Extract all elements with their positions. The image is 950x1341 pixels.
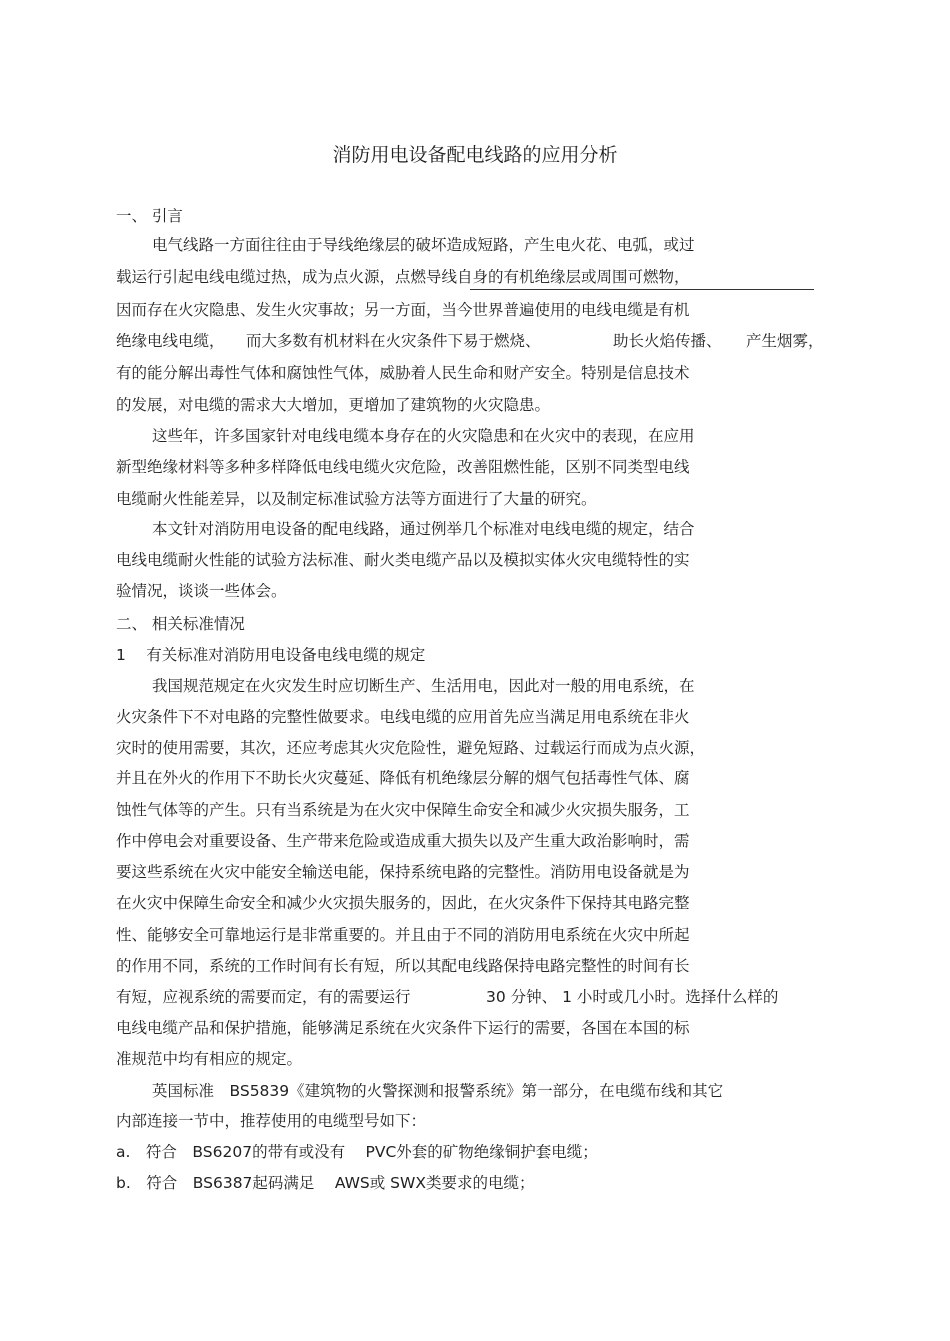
paragraph-line: 蚀性气体等的产生。只有当系统是为在火灾中保障生命安全和减少火灾损失服务，工 (116, 801, 690, 819)
paragraph-line: 灾时的使用需要，其次，还应考虑其火灾危险性，避免短路、过载运行而成为点火源， (116, 739, 706, 757)
paragraph-line: 我国规范规定在火灾发生时应切断生产、生活用电，因此对一般的用电系统，在 (152, 677, 695, 695)
section-heading-standards: 二、 相关标准情况 (116, 615, 245, 633)
paragraph-line: 的作用不同，系统的工作时间有长有短，所以其配电线路保持电路完整性的时间有长 (116, 957, 690, 975)
paragraph-line: 电线电缆耐火性能的试验方法标准、耐火类电缆产品以及模拟实体火灾电缆特性的实 (116, 551, 690, 569)
paragraph-line: 验情况，谈谈一些体会。 (116, 582, 287, 600)
paragraph-line: 电线电缆产品和保护措施，能够满足系统在火灾条件下运行的需要，各国在本国的标 (116, 1019, 690, 1037)
paragraph-line-fragment: 而大多数有机材料在火灾条件下易于燃烧、 (246, 332, 541, 350)
paragraph-line: 的发展，对电缆的需求大大增加，更增加了建筑物的火灾隐患。 (116, 396, 551, 414)
section-heading-introduction: 一、 引言 (116, 207, 183, 225)
paragraph-line: 英国标准 BS5839《建筑物的火警探测和报警系统》第一部分，在电缆布线和其它 (152, 1082, 724, 1100)
paragraph-line-fragment: 产生烟雾， (746, 332, 824, 350)
paragraph-line: 因而存在火灾隐患、发生火灾事故；另一方面，当今世界普遍使用的电线电缆是有机 (116, 301, 690, 319)
paragraph-line: 本文针对消防用电设备的配电线路，通过例举几个标准对电线电缆的规定，结合 (152, 520, 695, 538)
paragraph-line: 火灾条件下不对电路的完整性做要求。电线电缆的应用首先应当满足用电系统在非火 (116, 708, 690, 726)
paragraph-line: 电气线路一方面往往由于导线绝缘层的破坏造成短路，产生电火花、电弧，或过 (152, 236, 695, 254)
paragraph-line: 内部连接一节中，推荐使用的电缆型号如下： (116, 1112, 427, 1130)
paragraph-line: 这些年，许多国家针对电线电缆本身存在的火灾隐患和在火灾中的表现，在应用 (152, 427, 695, 445)
paragraph-line: 并且在外火的作用下不助长火灾蔓延、降低有机绝缘层分解的烟气包括毒性气体、腐 (116, 769, 690, 787)
paragraph-line: 性、能够安全可靠地运行是非常重要的。并且由于不同的消防用电系统在火灾中所起 (116, 926, 690, 944)
paragraph-line: 电缆耐火性能差异，以及制定标准试验方法等方面进行了大量的研究。 (116, 490, 597, 508)
paragraph-line: 在火灾中保障生命安全和减少火灾损失服务的，因此，在火灾条件下保持其电路完整 (116, 894, 690, 912)
paragraph-line: 准规范中均有相应的规定。 (116, 1050, 303, 1068)
paragraph-line-fragment: 助长火焰传播、 (613, 332, 722, 350)
paragraph-line: 要这些系统在火灾中能安全输送电能，保持系统电路的完整性。消防用电设备就是为 (116, 863, 690, 881)
paragraph-line-fragment: 有短，应视系统的需要而定，有的需要运行 (116, 988, 411, 1006)
subsection-heading: 1 有关标准对消防用电设备电线电缆的规定 (116, 646, 426, 664)
paragraph-line: 作中停电会对重要设备、生产带来危险或造成重大损失以及产生重大政治影响时，需 (116, 832, 690, 850)
underline-mark (470, 289, 814, 290)
paragraph-line: 新型绝缘材料等多种多样降低电线电缆火灾危险，改善阻燃性能，区别不同类型电线 (116, 458, 690, 476)
list-item: b. 符合 BS6387起码满足 AWS或 SWX类要求的电缆； (116, 1174, 535, 1192)
document-title: 消防用电设备配电线路的应用分析 (332, 144, 618, 166)
paragraph-line: 有的能分解出毒性气体和腐蚀性气体，威胁着人民生命和财产安全。特别是信息技术 (116, 364, 690, 382)
paragraph-line-fragment: 30 分钟、 1 小时或几小时。选择什么样的 (486, 988, 779, 1006)
paragraph-line-fragment: 绝缘电线电缆， (116, 332, 225, 350)
paragraph-line: 载运行引起电线电缆过热，成为点火源，点燃导线自身的有机绝缘层或周围可燃物， (116, 268, 690, 286)
list-item: a. 符合 BS6207的带有或没有 PVC外套的矿物绝缘铜护套电缆； (116, 1143, 598, 1161)
